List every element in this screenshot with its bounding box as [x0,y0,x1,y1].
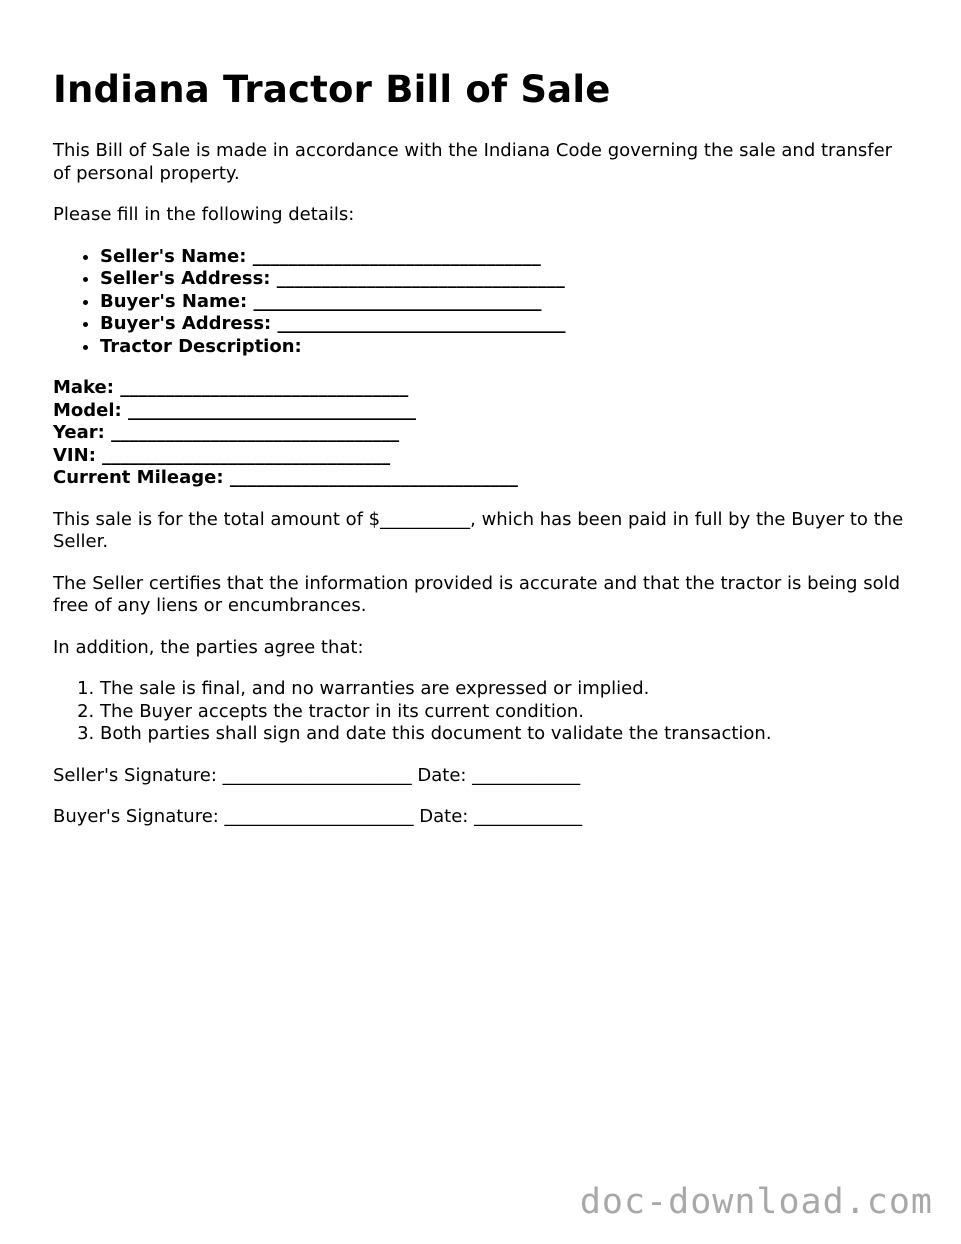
seller-address-field: • Seller's Address: ________________________________ [100,268,913,291]
certify-paragraph: The Seller certifies that the information provided is accurate and that the tractor is being sold free of any liens or encumbrances. [53,572,901,616]
mileage-field: Current Mileage: ________________________________ [53,467,518,488]
seller-name-field: • Seller's Name: ________________________________ [100,246,913,269]
tractor-details [53,377,913,490]
agree-intro: In addition, the parties agree that: [53,636,364,658]
agreement-item: 1. The sale is final, and no warranties are expressed or implied. [100,678,913,701]
model-field: Model: ________________________________ [53,399,417,421]
seller-signature-line: Seller's Signature: _____________________ Date: ____________ [53,764,581,786]
document-title: Indiana Tractor Bill of Sale [53,68,611,111]
agreement-item: 3. Both parties shall sign and date this document to validate the transaction. [100,723,913,746]
intro-paragraph: This Bill of Sale is made in accordance with the Indiana Code governing the sale and transfer of personal property. [53,140,893,184]
watermark: doc-download.com [579,1182,933,1222]
agreements-list [53,678,913,746]
year-field: Year: ________________________________ [53,422,400,443]
buyer-signature-line: Buyer's Signature: _____________________ Date: ____________ [53,806,583,827]
vin-field: VIN: ________________________________ [53,444,391,466]
tractor-description-label: • Tractor Description: [100,336,913,359]
agreement-item: 2. The Buyer accepts the tractor in its current condition. [100,701,913,724]
fill-prompt: Please fill in the following details: [53,204,355,225]
party-fields-list [53,246,913,359]
document-page [53,62,913,848]
make-field: Make: ________________________________ [53,377,409,398]
amount-paragraph: This sale is for the total amount of $__________, which has been paid in full by the Buyer to the Seller. [53,508,904,552]
buyer-address-field: • Buyer's Address: ________________________________ [100,313,913,336]
buyer-name-field: • Buyer's Name: ________________________________ [100,291,913,314]
